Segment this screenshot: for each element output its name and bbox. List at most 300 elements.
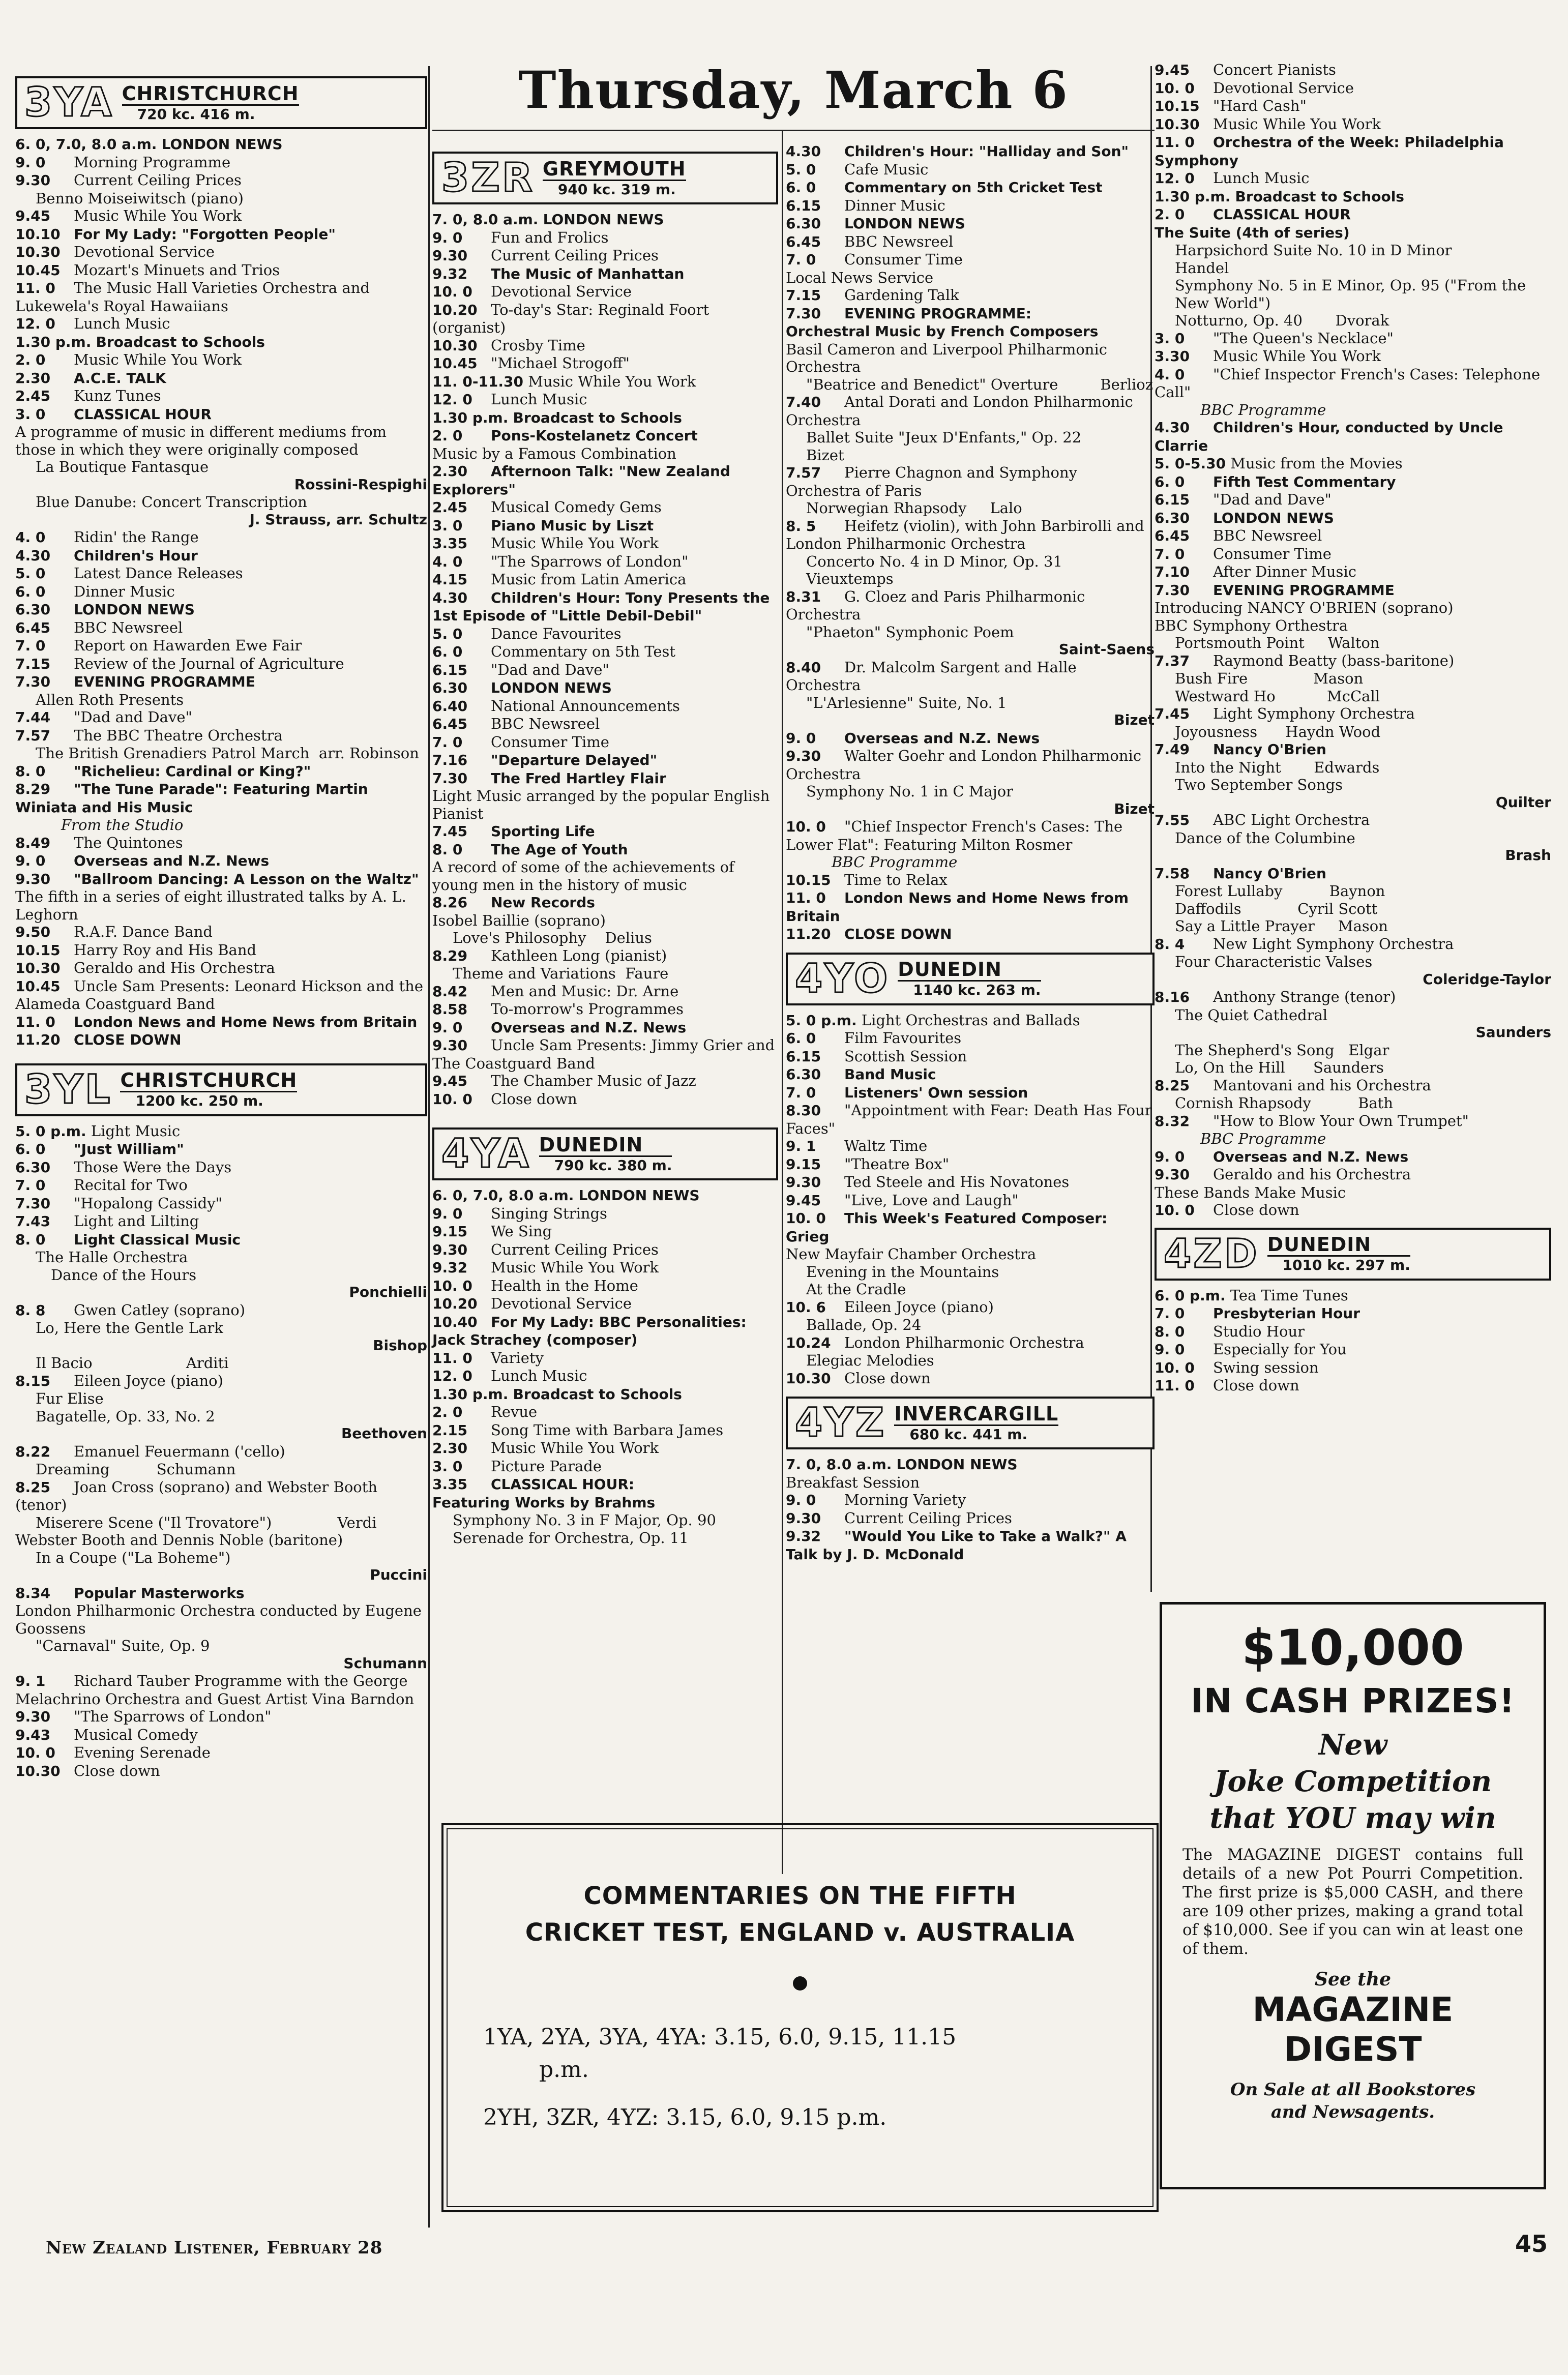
programme-title: EVENING PROGRAMME	[1213, 581, 1395, 599]
programme-line	[786, 322, 1155, 341]
footer-publication: New Zealand Listener, February 28	[46, 2238, 383, 2258]
programme-time: 5. 0 p.m.	[15, 1122, 86, 1140]
programme-line	[432, 1072, 778, 1090]
programme-title: Health in the Home	[491, 1276, 638, 1294]
programme-title: Concert Pianists	[1213, 61, 1336, 78]
programme-line	[1155, 1341, 1551, 1359]
programme-title: Consumer Time	[491, 733, 609, 751]
programme-time: 12. 0	[1155, 170, 1195, 187]
schedule-3yl	[15, 1122, 427, 1780]
programme-line	[432, 553, 778, 571]
programme-line	[15, 1762, 427, 1780]
programme-title: Cornish Rhapsody Bath	[1175, 1094, 1394, 1112]
station-city: GREYMOUTH	[542, 157, 686, 180]
schedule-3zr	[432, 211, 778, 1108]
programme-line	[786, 376, 1155, 394]
programme-title: Current Ceiling Prices	[844, 1509, 1012, 1527]
programme-title: Isobel Baillie (soprano)	[432, 911, 606, 929]
programme-title: Children's Hour, conducted by Uncle Clarrie	[1155, 419, 1508, 454]
programme-time: 9. 0	[1155, 1148, 1185, 1165]
programme-title: Close down	[74, 1762, 160, 1779]
programme-title: Daffodils Cyril Scott	[1175, 900, 1378, 917]
programme-title: Consumer Time	[844, 251, 963, 268]
programme-time: 4.30	[432, 589, 468, 606]
programme-time: 3.35	[432, 1476, 468, 1493]
station-header-4ya	[432, 1127, 778, 1180]
programme-title: Music by a Famous Combination	[432, 444, 676, 462]
programme-title: Uncle Sam Presents: Leonard Hickson and the Alameda Coastguard Band	[15, 977, 428, 1013]
programme-title: Dreaming Schumann	[36, 1461, 236, 1478]
programme-time: 7.58	[1155, 865, 1190, 882]
programme-title: "Appointment with Fear: Death Has Four Faces"	[786, 1102, 1157, 1137]
station-frequency: 790 kc. 380 m.	[554, 1156, 672, 1174]
programme-line	[432, 965, 778, 983]
ad-digest: DIGEST	[1284, 2030, 1422, 2069]
programme-line	[1155, 1166, 1551, 1184]
programme-title: The Shepherd's Song Elgar	[1175, 1041, 1389, 1059]
programme-line	[1155, 705, 1551, 723]
programme-time: 10. 0	[1155, 1202, 1195, 1219]
programme-line	[432, 1349, 778, 1368]
station-city: CHRISTCHURCH	[120, 1069, 298, 1091]
programme-title: Musical Comedy	[74, 1726, 198, 1743]
programme-line	[786, 517, 1155, 553]
programme-line	[786, 729, 1155, 748]
programme-line	[786, 197, 1155, 215]
programme-line	[15, 941, 427, 960]
programme-time: 10.20	[432, 1295, 478, 1312]
programme-line	[1155, 312, 1551, 330]
programme-line	[15, 1176, 427, 1195]
programme-time: 11. 0	[15, 1013, 55, 1030]
programme-time: 8. 0	[15, 1231, 46, 1248]
programme-time: 2.30	[15, 369, 51, 387]
programme-time: 6.30	[786, 1066, 821, 1083]
programme-time: 9. 1	[786, 1138, 816, 1154]
programme-line	[432, 427, 778, 445]
programme-title: Light Classical Music	[74, 1231, 241, 1248]
programme-title: Pons-Kostelanetz Concert	[491, 427, 698, 444]
programme-line	[432, 858, 778, 894]
programme-title: Dance of the Hours	[51, 1266, 197, 1284]
programme-line	[15, 834, 427, 852]
ad-body: The MAGAZINE DIGEST contains full details of a new Pot Pourri Competition. The first prize is $5,000 CASH, and there are 109 other prizes, making a grand total of $10,000. See if you can win at least one of them.	[1182, 1846, 1523, 1958]
programme-time: 11. 0	[1155, 1377, 1195, 1394]
programme-composer: Saint-Saens	[1058, 641, 1155, 658]
programme-line	[786, 1456, 1155, 1474]
programme-time: 5. 0-5.30	[1155, 455, 1226, 472]
programme-line	[15, 637, 427, 655]
programme-time: 10.30	[15, 960, 61, 976]
programme-line	[432, 301, 778, 337]
programme-line	[15, 619, 427, 637]
programme-line	[786, 1334, 1155, 1352]
programme-time: 1.30 p.m.	[1155, 188, 1231, 205]
programme-title: Ballade, Op. 24	[806, 1316, 922, 1333]
programme-title: Close down	[491, 1090, 577, 1108]
programme-title: Westward Ho McCall	[1175, 687, 1380, 705]
station-frequency: 940 kc. 319 m.	[557, 181, 676, 198]
programme-time: 7.30	[432, 769, 468, 787]
programme-line	[15, 691, 427, 709]
programme-line	[432, 661, 778, 679]
programme-title: Orchestra of the Week: Philadelphia Symphony	[1155, 134, 1509, 169]
programme-title: Benno Moiseiwitsch (piano)	[36, 189, 244, 207]
programme-title: New Light Symphony Orchestra	[1213, 935, 1454, 953]
programme-title: Ted Steele and His Novatones	[844, 1173, 1070, 1191]
programme-line	[1155, 917, 1551, 935]
programme-line	[15, 405, 427, 424]
programme-title: Men and Music: Dr. Arne	[491, 982, 679, 1000]
programme-time: 10. 0	[432, 1277, 472, 1294]
programme-line	[432, 1313, 778, 1349]
programme-title: Current Ceiling Prices	[491, 1240, 659, 1258]
programme-title: Those Were the Days	[74, 1158, 232, 1176]
programme-line	[15, 1478, 427, 1514]
programme-time: 8.25	[1155, 1077, 1190, 1094]
schedule-4ya	[432, 1186, 778, 1547]
programme-title: Music While You Work	[491, 1259, 659, 1276]
programme-time: 9.43	[15, 1726, 51, 1743]
programme-line	[15, 315, 427, 333]
programme-time: 5. 0	[15, 565, 46, 582]
programme-line	[432, 1259, 778, 1277]
programme-time: 7. 0, 8.0 a.m.	[786, 1456, 892, 1473]
programme-line	[1155, 599, 1551, 617]
programme-time: 4. 0	[15, 529, 46, 546]
programme-time: 9.15	[786, 1155, 821, 1173]
programme-title: Portsmouth Point Walton	[1175, 634, 1380, 651]
programme-line	[15, 528, 427, 547]
programme-title: BBC Programme	[832, 853, 958, 871]
station-call-sign: 4YZ	[795, 1400, 886, 1446]
programme-line	[786, 1192, 1155, 1210]
programme-line	[786, 1155, 1155, 1174]
programme-line	[432, 1475, 778, 1494]
title-rule	[432, 130, 1155, 131]
programme-title: Latest Dance Releases	[74, 565, 243, 582]
programme-time: 12. 0	[432, 1368, 472, 1384]
programme-line	[15, 762, 427, 781]
programme-title: Heifetz (violin), with John Barbirolli and London Philharmonic Orchestra	[786, 517, 1149, 552]
programme-time: 10. 0	[786, 1210, 826, 1227]
column-1	[15, 61, 427, 1780]
programme-title: Overseas and N.Z. News	[491, 1019, 687, 1036]
ad-competition: Joke Competition	[1214, 1765, 1492, 1798]
programme-time: 8.29	[15, 781, 51, 797]
programme-time: 9. 0	[15, 154, 46, 171]
programme-line	[432, 1019, 778, 1037]
programme-title: CLASSICAL HOUR	[1213, 206, 1351, 223]
programme-line	[432, 1205, 778, 1223]
programme-title: LONDON NEWS	[844, 215, 965, 232]
programme-line	[786, 464, 1155, 499]
programme-title: Broadcast to Schools	[513, 1385, 682, 1403]
programme-line	[15, 154, 427, 172]
programme-time: 9.45	[786, 1192, 821, 1209]
programme-time: 10.45	[15, 977, 61, 995]
programme-time: 9.30	[786, 1509, 821, 1527]
programme-title: Film Favourites	[844, 1029, 962, 1047]
programme-line	[15, 1013, 427, 1031]
station-frequency: 1010 kc. 297 m.	[1282, 1257, 1410, 1273]
programme-time: 6. 0	[432, 643, 463, 660]
programme-title: Eileen Joyce (piano)	[74, 1372, 223, 1389]
programme-time: 10.15	[15, 941, 61, 959]
programme-time: 7. 0	[786, 1084, 816, 1101]
programme-line	[432, 445, 778, 463]
programme-title: Scottish Session	[844, 1047, 967, 1065]
programme-line	[15, 261, 427, 280]
programme-time: 8.34	[15, 1584, 51, 1601]
programme-title: Dance Favourites	[491, 625, 622, 642]
programme-title: "Hopalong Cassidy"	[74, 1194, 222, 1212]
programme-line	[15, 171, 427, 190]
programme-line	[1155, 188, 1551, 206]
programme-title: Time to Relax	[844, 871, 948, 888]
programme-title: "Hard Cash"	[1213, 97, 1307, 114]
programme-line	[432, 929, 778, 947]
programme-title: Piano Music by Liszt	[491, 517, 654, 534]
programme-time: 7.40	[786, 394, 821, 410]
programme-title: Nancy O'Brien	[1213, 741, 1326, 758]
programme-time: 6. 0	[15, 583, 46, 600]
programme-line	[432, 265, 778, 283]
programme-title: Music While You Work	[528, 372, 696, 390]
programme-line	[15, 1425, 427, 1443]
programme-line	[786, 393, 1155, 429]
programme-line	[1155, 347, 1551, 366]
programme-time: 7.43	[15, 1213, 51, 1230]
programme-line	[786, 215, 1155, 233]
programme-line	[432, 1458, 778, 1476]
programme-time: 11. 0	[15, 280, 55, 296]
programme-title: Ballet Suite "Jeux D'Enfants," Op. 22 Bizet	[806, 429, 1129, 464]
programme-time: 6.45	[1155, 527, 1190, 544]
programme-composer: Schumann	[343, 1654, 427, 1672]
programme-title: Theme and Variations Faure	[453, 965, 669, 982]
programme-time: 7.30	[15, 1195, 51, 1212]
programme-title: Close down	[1213, 1377, 1299, 1394]
programme-title: To-day's Star: Reginald Foort (organist)	[432, 301, 714, 336]
programme-title: Harpsichord Suite No. 10 in D Minor Handel	[1175, 242, 1518, 277]
programme-time: 10. 0	[15, 1744, 55, 1761]
programme-title: CLASSICAL HOUR:	[491, 1476, 635, 1493]
programme-time: 6. 0, 7.0, 8.0 a.m.	[15, 136, 157, 153]
programme-line	[1155, 688, 1551, 705]
programme-title: LONDON NEWS	[1213, 509, 1334, 526]
programme-time: 10.40	[432, 1313, 478, 1330]
programme-time: 6.30	[432, 679, 468, 696]
programme-title: Current Ceiling Prices	[491, 247, 659, 264]
programme-line	[1155, 509, 1551, 527]
programme-title: Raymond Beatty (bass-baritone)	[1213, 651, 1455, 669]
programme-line	[1155, 224, 1551, 242]
column-2	[432, 147, 778, 1547]
programme-title: Symphony No. 1 in C Major	[806, 783, 1014, 800]
programme-title: Evening Serenade	[74, 1744, 211, 1761]
programme-composer: Rossini-Respighi	[294, 476, 427, 493]
programme-line	[15, 1602, 427, 1637]
programme-title: Picture Parade	[491, 1457, 602, 1475]
programme-title: "Dad and Dave"	[74, 708, 192, 726]
programme-time: 8. 0	[432, 841, 463, 858]
programme-title: Music While You Work	[491, 1439, 659, 1457]
programme-line	[1155, 61, 1551, 79]
programme-line	[786, 1281, 1155, 1298]
programme-time: 9. 0	[786, 1492, 816, 1508]
programme-line	[786, 711, 1155, 729]
programme-line	[432, 391, 778, 409]
programme-title: Emanuel Feuermann ('cello)	[74, 1442, 285, 1460]
programme-title: Music While You Work	[74, 207, 242, 224]
programme-line	[786, 800, 1155, 818]
programme-title: Dance of the Columbine	[1175, 829, 1355, 847]
programme-title: Harry Roy and His Band	[74, 941, 257, 959]
programme-title: Children's Hour: Tony Presents the 1st Episode of "Little Debil-Debil"	[432, 589, 775, 624]
programme-title: Dr. Malcolm Sargent and Halle Orchestra	[786, 658, 1081, 694]
programme-title: Broadcast to Schools	[96, 333, 265, 350]
programme-line	[432, 715, 778, 733]
programme-composer: Bishop	[373, 1337, 427, 1354]
programme-time: 8.30	[786, 1102, 821, 1119]
programme-time: 6.15	[786, 1048, 821, 1065]
programme-title: "Carnaval" Suite, Op. 9	[36, 1637, 210, 1654]
programme-title: Recital for Two	[74, 1176, 188, 1194]
programme-line	[786, 1102, 1155, 1137]
programme-title: Devotional Service	[491, 1295, 632, 1312]
programme-title: London Philharmonic Orchestra	[844, 1333, 1084, 1351]
programme-time: 2.45	[432, 499, 468, 516]
programme-title: The Music Hall Varieties Orchestra and Lukewela's Royal Hawaiians	[15, 279, 375, 315]
programme-line	[1155, 988, 1551, 1006]
programme-line	[786, 694, 1155, 712]
programme-composer: Beethoven	[341, 1425, 427, 1442]
page-title: Thursday, March 6	[518, 60, 1069, 120]
programme-title: Concerto No. 4 in D Minor, Op. 31 Vieuxtemps	[806, 552, 1100, 587]
programme-line	[15, 333, 427, 351]
programme-time: 10.24	[786, 1334, 831, 1351]
programme-line	[15, 225, 427, 244]
programme-line	[786, 588, 1155, 624]
ad-see: See the	[1314, 1969, 1392, 1990]
programme-line	[432, 625, 778, 643]
programme-time: 6.30	[15, 601, 51, 618]
programme-line	[15, 1212, 427, 1231]
programme-time: 9.32	[432, 265, 468, 282]
programme-time: 6. 0 p.m.	[1155, 1287, 1226, 1304]
ad-sale: On Sale at all Bookstores	[1230, 2080, 1476, 2100]
programme-title: Blue Danube: Concert Transcription	[36, 493, 307, 511]
programme-time: 1.30 p.m.	[432, 409, 509, 426]
programme-title: Serenade for Orchestra, Op. 11	[453, 1529, 689, 1547]
programme-title: New Mayfair Chamber Orchestra	[786, 1245, 1037, 1263]
programme-title: Two September Songs	[1175, 776, 1343, 793]
programme-time: 7. 0	[1155, 1305, 1185, 1322]
programme-time: 6.45	[432, 716, 468, 732]
programme-line	[786, 1245, 1155, 1263]
programme-time: 5. 0 p.m.	[786, 1012, 857, 1029]
programme-time: 7.57	[15, 727, 51, 744]
programme-line	[1155, 330, 1551, 348]
programme-time: 9.30	[432, 1037, 468, 1054]
programme-title: CLOSE DOWN	[844, 926, 952, 942]
programme-line	[432, 498, 778, 517]
programme-title: Morning Programme	[74, 153, 231, 171]
programme-title: Geraldo and his Orchestra	[1213, 1166, 1411, 1183]
programme-time: 6.15	[786, 197, 821, 214]
programme-time: 6. 0	[786, 179, 816, 196]
programme-title: Song Time with Barbara James	[491, 1421, 724, 1439]
programme-title: After Dinner Music	[1213, 563, 1356, 580]
programme-line	[786, 641, 1155, 659]
programme-line	[786, 553, 1155, 588]
programme-line	[15, 243, 427, 261]
programme-time: 2. 0	[432, 427, 463, 444]
programme-line	[432, 841, 778, 859]
programme-line	[432, 1277, 778, 1295]
programme-time: 2. 0	[432, 1404, 463, 1420]
programme-time: 10.30	[1155, 115, 1200, 133]
programme-line	[1155, 242, 1551, 277]
programme-line	[1155, 740, 1551, 759]
programme-line	[432, 1421, 778, 1440]
schedule-4yo	[786, 1012, 1155, 1388]
programme-time: 8.26	[432, 894, 468, 911]
programme-time: 7. 0	[432, 733, 463, 751]
programme-line	[15, 655, 427, 673]
programme-time: 9. 0	[432, 1019, 463, 1036]
programme-title: These Bands Make Music	[1155, 1183, 1346, 1201]
programme-title: Nancy O'Brien	[1213, 865, 1326, 882]
programme-line	[1155, 1184, 1551, 1202]
programme-time: 7.15	[15, 655, 51, 672]
programme-line	[1155, 419, 1551, 455]
programme-title: Fifth Test Commentary	[1213, 473, 1396, 490]
programme-line	[432, 822, 778, 841]
programme-title: Mozart's Minuets and Trios	[74, 261, 280, 279]
programme-title: Walter Goehr and London Philharmonic Orchestra	[786, 747, 1146, 783]
programme-time: 7.30	[1155, 581, 1190, 599]
programme-time: 7.30	[15, 673, 51, 690]
programme-title: ABC Light Orchestra	[1213, 811, 1370, 828]
programme-time: 12. 0	[15, 315, 55, 332]
programme-title: Kunz Tunes	[74, 387, 161, 404]
programme-time: 9.30	[15, 1708, 51, 1725]
station-frequency: 720 kc. 416 m.	[137, 105, 255, 123]
programme-line	[15, 816, 427, 834]
programme-title: The Chamber Music of Jazz	[491, 1072, 696, 1089]
programme-title: LONDON NEWS	[578, 1187, 700, 1204]
programme-title: "Phaeton" Symphonic Poem	[806, 623, 1014, 641]
programme-title: A.C.E. TALK	[74, 369, 166, 387]
programme-line	[15, 1637, 427, 1655]
programme-line	[15, 547, 427, 565]
programme-title: A programme of music in different mediums from those in which they were originally composed	[15, 423, 392, 458]
programme-title: Featuring Works by Brahms	[432, 1494, 656, 1511]
programme-title: Music While You Work	[491, 535, 659, 552]
programme-time: 8. 0	[15, 762, 46, 780]
programme-line	[432, 589, 778, 625]
programme-time: 8.31	[786, 588, 821, 605]
programme-line	[432, 912, 778, 930]
programme-title: "Michael Strogoff"	[491, 354, 630, 372]
column-4	[1155, 61, 1551, 1395]
programme-line	[432, 354, 778, 373]
programme-line	[1155, 491, 1551, 509]
programme-title: "Ballroom Dancing: A Lesson on the Waltz"	[74, 870, 419, 887]
programme-line	[1155, 277, 1551, 312]
